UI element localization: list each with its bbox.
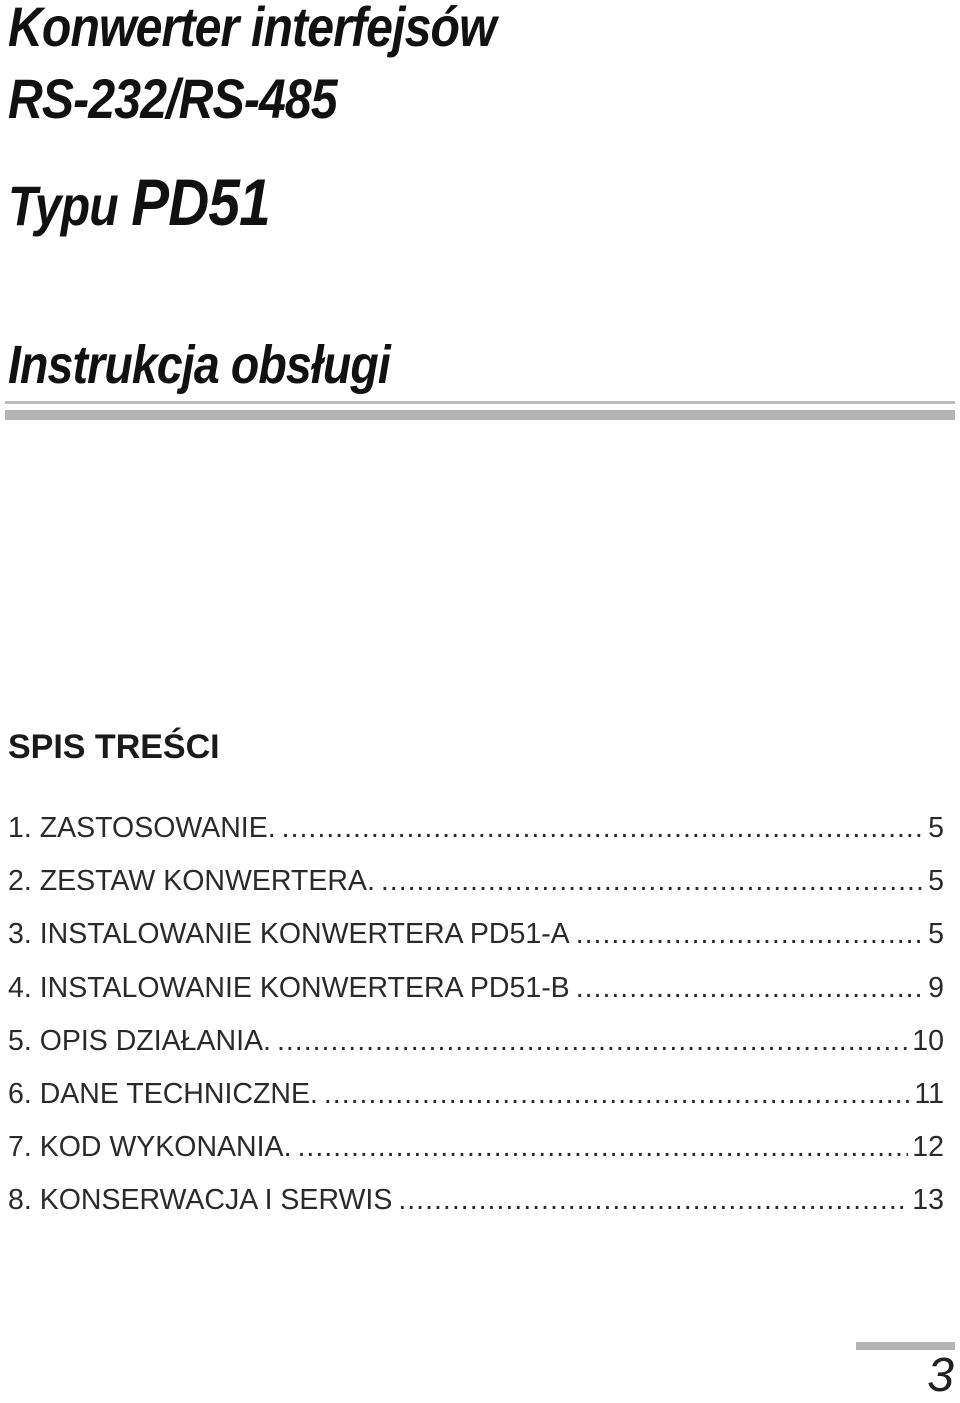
toc-entry-number: 2. [8,865,32,898]
toc-entry-page: 10 [912,1024,944,1057]
page-number: 3 [927,1349,954,1402]
toc-dot-leader [398,1184,908,1217]
toc-entry-page: 9 [928,971,944,1004]
toc-heading: SPIS TREŚCI [8,728,220,766]
toc-entry-technical-data[interactable] [8,1078,944,1131]
toc-entry-number: 6. [8,1077,32,1110]
toc-entry-number: 1. [8,812,32,844]
toc-dot-leader [576,918,924,951]
document-title-line1: Konwerter interfejsów [8,0,496,58]
header-divider-thick [5,410,955,420]
toc-entry-label: KONSERWACJA I SERWIS [39,1184,393,1217]
document-title-line2: RS-232/RS-485 [8,67,337,130]
toc-entry-label: INSTALOWANIE KONWERTERA PD51-B [39,971,570,1004]
header-divider-thin [5,401,955,404]
toc-entry-number: 8. [8,1184,32,1217]
toc-entry-number: 7. [8,1131,32,1164]
toc-entry-number: 3. [8,918,32,951]
toc-dot-leader [576,972,924,1005]
toc-entry-install-pd51-a[interactable] [8,918,944,971]
toc-entry-page: 11 [914,1077,944,1110]
toc-entry-label: ZESTAW KONWERTERA. [39,865,375,898]
toc-dot-leader [282,812,924,845]
toc-entry-operation[interactable] [8,1025,944,1078]
table-of-contents [8,812,944,1238]
toc-entry-application[interactable] [8,812,944,865]
toc-entry-label: KOD WYKONANIA. [39,1131,292,1164]
toc-entry-page: 5 [928,918,944,951]
toc-entry-number: 5. [8,1024,32,1057]
manual-title: Instrukcja obsługi [8,335,390,395]
toc-entry-number: 4. [8,971,32,1004]
toc-entry-label: ZASTOSOWANIE. [39,812,276,844]
toc-dot-leader [277,1025,908,1058]
device-type-label [8,164,270,240]
toc-entry-maintenance[interactable] [8,1184,944,1237]
toc-dot-leader [324,1078,911,1111]
type-word: Typu [8,174,118,237]
toc-entry-page: 13 [912,1184,944,1217]
toc-entry-page: 5 [928,865,944,898]
toc-dot-leader [381,865,924,898]
model-name: PD51 [131,165,270,239]
toc-entry-converter-set[interactable] [8,865,944,918]
toc-entry-label: DANE TECHNICZNE. [39,1077,318,1110]
toc-entry-label: OPIS DZIAŁANIA. [39,1024,271,1057]
toc-entry-page: 5 [928,812,944,844]
toc-entry-label: INSTALOWANIE KONWERTERA PD51-A [39,918,570,951]
toc-entry-page: 12 [912,1131,944,1164]
toc-entry-install-pd51-b[interactable] [8,972,944,1025]
toc-entry-ordering-code[interactable] [8,1131,944,1184]
toc-dot-leader [298,1131,909,1164]
